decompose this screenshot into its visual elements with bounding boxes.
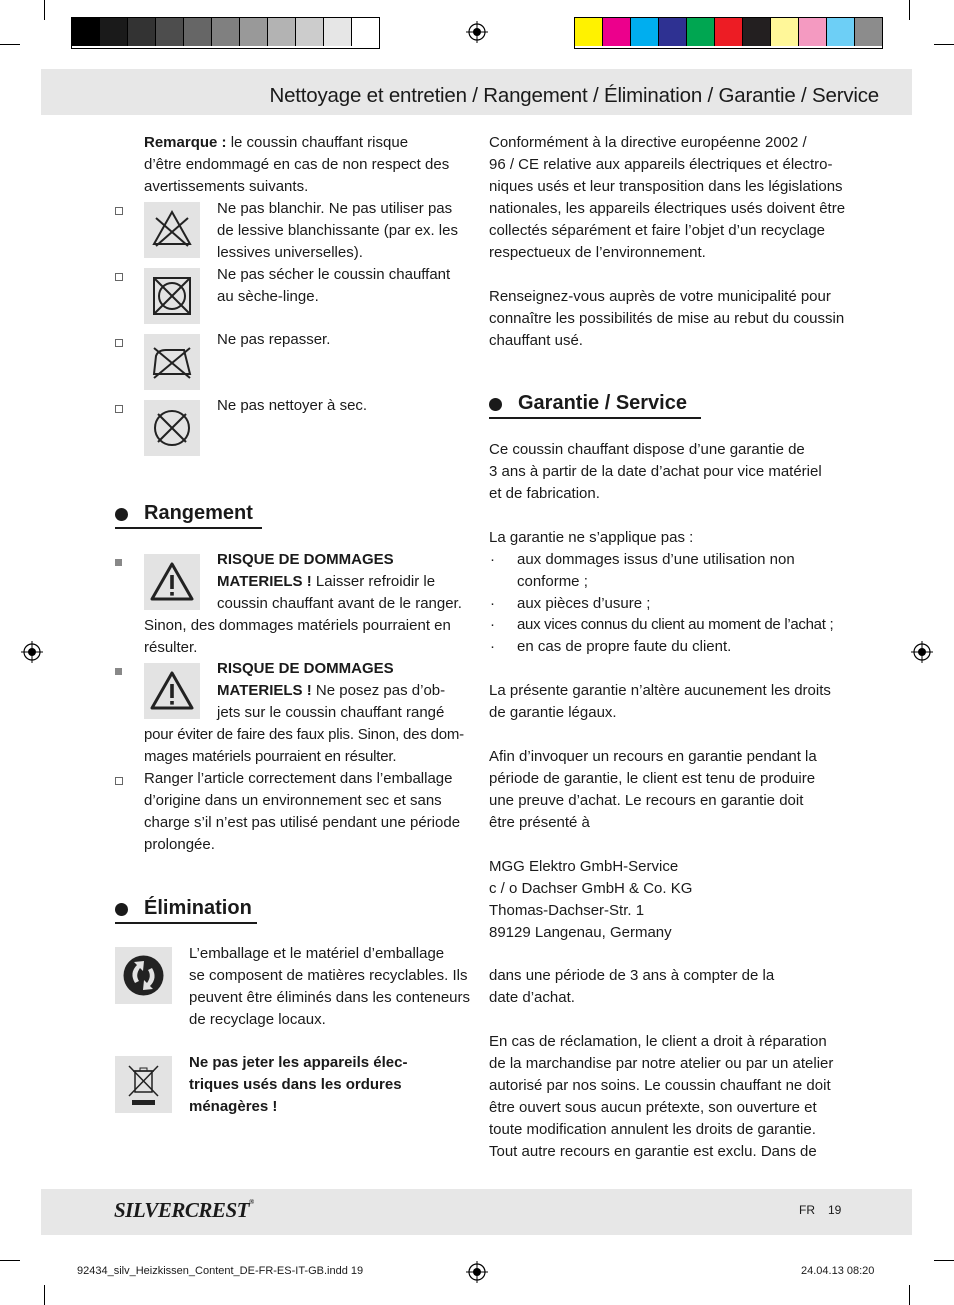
text-line: En cas de réclamation, le client a droit à réparation	[489, 1033, 827, 1050]
checkbox-bullet	[115, 207, 123, 215]
exclusion-item	[517, 614, 852, 636]
weee-icon-box	[115, 1056, 172, 1113]
page-title: Nettoyage et entretien / Rangement / Élimination / Garantie / Service	[269, 84, 879, 107]
text-line: connaître les possibilités de mise au rebut du coussin	[489, 310, 845, 327]
care-item-text	[217, 198, 472, 264]
crop-mark	[934, 1260, 954, 1261]
text-line: collectés séparément et faire l’objet d’un recyclage	[489, 222, 826, 239]
checkbox-bullet	[115, 273, 123, 281]
brand-name: SILVERCREST	[114, 1198, 249, 1222]
list-bullet: ·	[490, 638, 495, 655]
text-line: Ne pas repasser.	[217, 331, 331, 348]
warning-label: RISQUE DE DOMMAGES	[217, 551, 394, 568]
warning-icon-box	[144, 554, 200, 610]
text-line: mages matériels pourraient en résulter.	[144, 748, 397, 765]
care-item-text	[217, 395, 472, 417]
text-line: Thomas-Dachser-Str. 1	[489, 902, 645, 919]
text-line: aux vices connus du client au moment de l’achat ;	[517, 616, 834, 633]
period-text	[489, 965, 849, 1009]
warning-label: MATERIELS !	[217, 573, 312, 590]
checkbox-bullet	[115, 405, 123, 413]
color-swatch	[715, 18, 743, 46]
text-line: c / o Dachser GmbH & Co. KG	[489, 880, 693, 897]
exclusions-intro: La garantie ne s’applique pas :	[489, 529, 694, 546]
recycling-icon-box	[115, 947, 172, 1004]
storage-warning-2-cont	[144, 724, 474, 768]
care-icon-box	[144, 400, 200, 456]
checkbox-bullet	[115, 339, 123, 347]
color-swatch	[212, 18, 240, 46]
storage-warning-1	[217, 549, 472, 615]
color-swatch	[603, 18, 631, 46]
text-line: conforme ;	[517, 573, 588, 590]
guarantee-text	[489, 439, 849, 505]
color-swatch	[268, 18, 296, 46]
text-line: Ne pas jeter les appareils élec-	[189, 1054, 408, 1071]
text-line: de la marchandise par notre atelier ou par un atelier	[489, 1055, 834, 1072]
text-line: aux pièces d’usure ;	[517, 595, 651, 612]
text-line: coussin chauffant avant de le ranger.	[217, 595, 462, 612]
municipality-text	[489, 286, 849, 352]
slug-date: 24.04.13 08:20	[801, 1265, 875, 1277]
complaint-text	[489, 1031, 849, 1163]
text-line: Ne pas sécher le coussin chauffant	[217, 266, 451, 283]
section-heading-garantie: Garantie / Service	[518, 392, 687, 414]
warning-icon-box	[144, 663, 200, 719]
crossed-out-bin-icon	[115, 1056, 172, 1113]
color-swatch	[827, 18, 855, 46]
filled-square-bullet	[115, 668, 122, 675]
text-line: peuvent être éliminés dans les conteneurs	[189, 989, 471, 1006]
section-bullet-icon	[115, 903, 128, 916]
color-swatch	[575, 18, 603, 46]
text-line: Ne posez pas d’ob-	[311, 682, 446, 699]
text-line: Ne pas blanchir. Ne pas utiliser pas	[217, 200, 453, 217]
storage-warning-2	[217, 658, 472, 724]
text-line: toute modification annulent les droits de garantie.	[489, 1121, 816, 1138]
cleaning-note	[144, 132, 469, 198]
no-tumble-dry-icon	[144, 268, 200, 324]
list-bullet: ·	[490, 595, 495, 612]
text-line: une preuve d’achat. Le recours en garantie doit	[489, 792, 804, 809]
text-line: période de garantie, le client est tenu de produire	[489, 770, 816, 787]
text-line: nationales, les appareils électriques usés doivent être	[489, 200, 846, 217]
note-line: avertissements suivants.	[144, 178, 309, 195]
color-swatch	[771, 18, 799, 46]
exclusion-item	[517, 593, 852, 615]
text-line: de recyclage locaux.	[189, 1011, 326, 1028]
text-line: chauffant usé.	[489, 332, 583, 349]
text-line: date d’achat.	[489, 989, 575, 1006]
care-icon-box	[144, 202, 200, 258]
footer-page-number: 19	[828, 1203, 842, 1217]
text-line: autorisé par nos soins. Le coussin chauffant ne doit	[489, 1077, 831, 1094]
crop-mark	[909, 0, 910, 20]
brand-logo: SILVERCREST®	[114, 1198, 254, 1222]
text-line: ménagères !	[189, 1098, 278, 1115]
text-line: triques usés dans les ordures	[189, 1076, 402, 1093]
slug-filename: 92434_silv_Heizkissen_Content_DE-FR-ES-IT-GB.indd 19	[77, 1265, 364, 1277]
exclusion-item	[517, 636, 852, 658]
text-line: Afin d’invoquer un recours en garantie pendant la	[489, 748, 817, 765]
text-line: prolongée.	[144, 836, 215, 853]
footer-language: FR	[799, 1203, 815, 1217]
heading-underline	[115, 527, 262, 529]
section-bullet-icon	[115, 508, 128, 521]
text-line: de lessive blanchissante (par ex. les	[217, 222, 458, 239]
directive-text	[489, 132, 849, 264]
section-heading-elimination: Élimination	[144, 897, 252, 919]
text-line: L’emballage et le matériel d’emballage	[189, 945, 445, 962]
registration-mark-icon	[466, 21, 488, 43]
color-swatch	[324, 18, 352, 46]
text-line: 96 / CE relative aux appareils électriques et électro-	[489, 156, 833, 173]
text-line: Conformément à la directive européenne 2002 /	[489, 134, 807, 151]
text-line: de garantie légaux.	[489, 704, 617, 721]
crop-mark	[909, 1285, 910, 1305]
text-line: respectueux de l’environnement.	[489, 244, 706, 261]
color-swatch	[352, 18, 379, 46]
text-line: lessives universelles).	[217, 244, 363, 261]
no-bleach-icon	[144, 202, 200, 258]
text-line: aux dommages issus d’une utilisation non	[517, 551, 795, 568]
text-line: en cas de propre faute du client.	[517, 638, 732, 655]
storage-item-3	[144, 768, 474, 856]
crop-mark	[934, 44, 954, 45]
color-swatch	[687, 18, 715, 46]
note-line: d’être endommagé en cas de non respect des	[144, 156, 450, 173]
text-line: Ce coussin chauffant dispose d’une garantie de	[489, 441, 805, 458]
color-swatch	[184, 18, 212, 46]
color-swatch	[240, 18, 268, 46]
color-swatch	[743, 18, 771, 46]
green-dot-recycling-icon	[115, 947, 172, 1004]
registration-mark-icon	[911, 641, 933, 663]
text-line: être ouvert sous aucun prétexte, son ouverture et	[489, 1099, 817, 1116]
crop-mark	[44, 0, 45, 20]
text-line: être présenté à	[489, 814, 590, 831]
text-line: au sèche-linge.	[217, 288, 319, 305]
text-line: se composent de matières recyclables. Ils	[189, 967, 468, 984]
note-label: Remarque :	[144, 134, 227, 151]
crop-mark	[0, 1260, 20, 1261]
text-line: Sinon, des dommages matériels pourraient en	[144, 617, 451, 634]
text-line: jets sur le coussin chauffant rangé	[217, 704, 445, 721]
care-item-text	[217, 329, 472, 351]
section-heading-rangement: Rangement	[144, 502, 253, 524]
list-bullet: ·	[490, 616, 495, 633]
color-swatch	[128, 18, 156, 46]
care-icon-box	[144, 334, 200, 390]
color-swatch-bar	[574, 17, 883, 49]
gray-swatch-bar	[71, 17, 380, 49]
text-line: 3 ans à partir de la date d’achat pour vice matériel	[489, 463, 822, 480]
color-swatch	[659, 18, 687, 46]
section-bullet-icon	[489, 398, 502, 411]
text-line: d’origine dans un environnement sec et sans	[144, 792, 442, 809]
claim-text	[489, 746, 849, 834]
color-swatch	[296, 18, 324, 46]
text-line: dans une période de 3 ans à compter de la	[489, 967, 775, 984]
heading-underline	[115, 922, 257, 924]
storage-warning-1-cont	[144, 615, 474, 659]
no-iron-icon	[144, 334, 200, 390]
crop-mark	[44, 1285, 45, 1305]
warning-label: RISQUE DE DOMMAGES	[217, 660, 394, 677]
text-line: charge s’il n’est pas utilisé pendant une période	[144, 814, 461, 831]
color-swatch	[72, 18, 100, 46]
text-line: Renseignez-vous auprès de votre municipalité pour	[489, 288, 831, 305]
text-line: La présente garantie n’altère aucunement les droits	[489, 682, 831, 699]
care-icon-box	[144, 268, 200, 324]
text-line: Laisser refroidir le	[311, 573, 436, 590]
filled-square-bullet	[115, 559, 122, 566]
text-line: Ne pas nettoyer à sec.	[217, 397, 368, 414]
packaging-text	[189, 943, 474, 1031]
rights-text	[489, 680, 849, 724]
registration-mark-icon	[466, 1261, 488, 1283]
warning-icon	[144, 663, 200, 719]
text-line: et de fabrication.	[489, 485, 600, 502]
text-line: résulter.	[144, 639, 198, 656]
text-line: Ranger l’article correctement dans l’emballage	[144, 770, 453, 787]
text-line: niques usés et leur transposition dans les législations	[489, 178, 843, 195]
weee-warning	[189, 1052, 474, 1118]
color-swatch	[100, 18, 128, 46]
color-swatch	[855, 18, 882, 46]
text-line: MGG Elektro GmbH-Service	[489, 858, 679, 875]
color-swatch	[156, 18, 184, 46]
no-dry-clean-icon	[144, 400, 200, 456]
text-line: 89129 Langenau, Germany	[489, 924, 672, 941]
service-address	[489, 856, 849, 944]
heading-underline	[489, 417, 701, 419]
list-bullet: ·	[490, 551, 495, 568]
text-line: Tout autre recours en garantie est exclu. Dans de	[489, 1143, 817, 1160]
warning-icon	[144, 554, 200, 610]
exclusion-item	[517, 549, 852, 593]
crop-mark	[0, 44, 20, 45]
color-swatch	[631, 18, 659, 46]
color-swatch	[799, 18, 827, 46]
care-item-text	[217, 264, 472, 308]
checkbox-bullet	[115, 777, 123, 785]
registration-mark-icon	[21, 641, 43, 663]
warning-label: MATERIELS !	[217, 682, 312, 699]
text-line: pour éviter de faire des faux plis. Sinon, des dom-	[144, 726, 464, 743]
note-line: le coussin chauffant risque	[226, 134, 409, 151]
